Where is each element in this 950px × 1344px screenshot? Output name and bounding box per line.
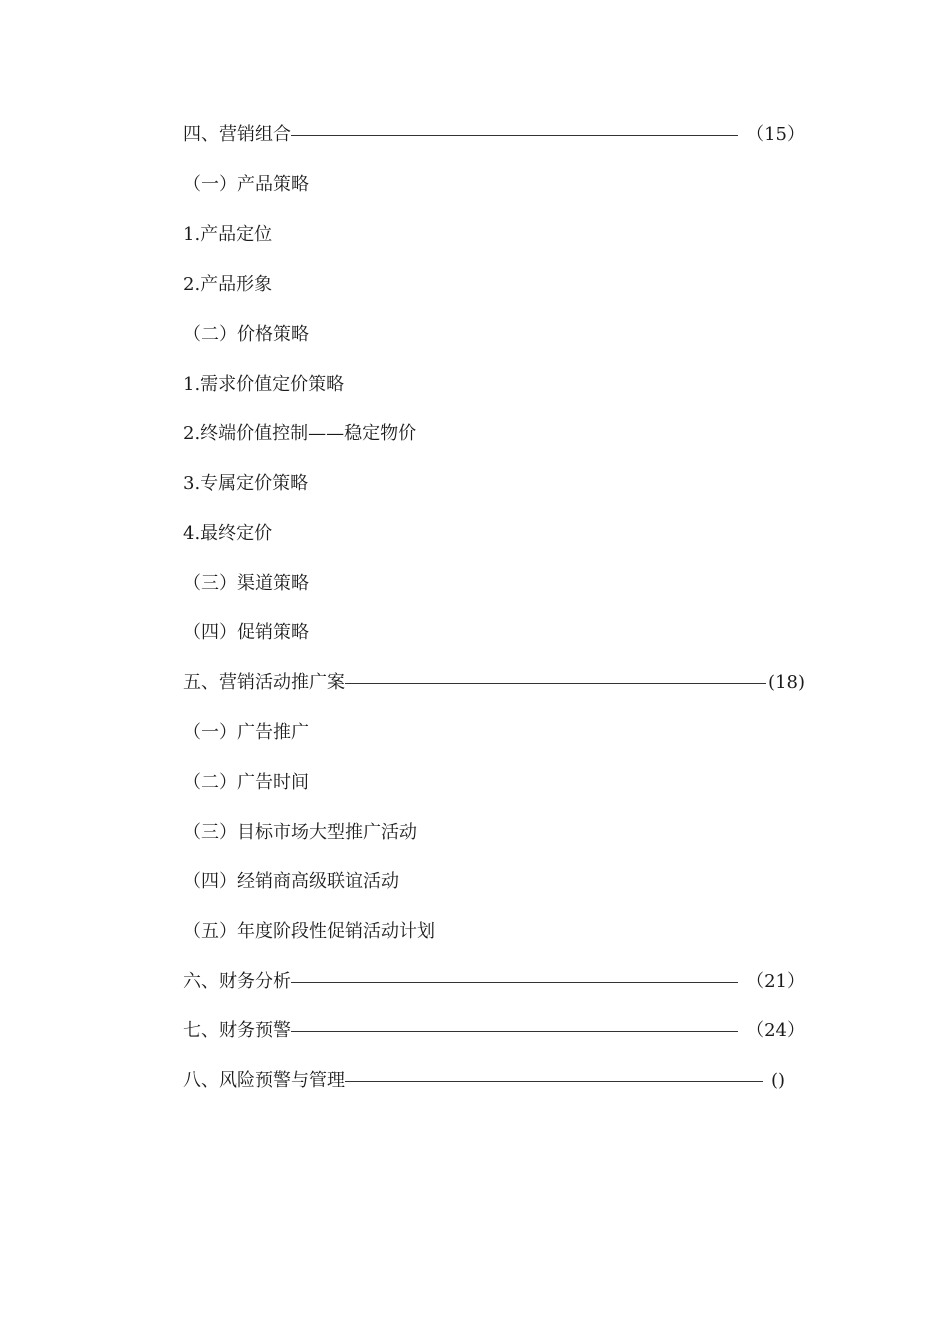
toc-page-number: （21）: [746, 971, 805, 992]
toc-entry: [183, 867, 399, 897]
toc-entry-label: （二）价格策略: [183, 324, 309, 345]
toc-leader-line: [345, 1081, 763, 1082]
toc-leader-line: [291, 982, 738, 983]
toc-heading-financial-analysis: [183, 967, 805, 997]
toc-entry: [183, 370, 344, 400]
toc-heading-financial-warning: [183, 1016, 805, 1046]
toc-page-number: （24）: [746, 1020, 805, 1041]
toc-entry: [183, 618, 309, 648]
toc-heading-marketing-mix: [183, 120, 805, 150]
toc-entry-label: （四）经销商高级联谊活动: [183, 871, 399, 892]
toc-entry-label: 3.专属定价策略: [183, 473, 309, 494]
toc-entry-label: 4.最终定价: [183, 523, 273, 544]
toc-entry-label: 五、营销活动推广案: [183, 672, 345, 693]
toc-entry-label: 1.需求价值定价策略: [183, 374, 345, 395]
toc-entry: [183, 569, 309, 599]
toc-entry: [183, 469, 308, 499]
toc-entry-label: （三）渠道策略: [183, 573, 309, 594]
toc-entry-label: 2.终端价值控制——稳定物价: [183, 423, 417, 444]
toc-page-number: (18): [768, 672, 805, 693]
toc-entry: [183, 917, 435, 947]
toc-entry: [183, 320, 309, 350]
toc-entry-label: 1.产品定位: [183, 224, 273, 245]
toc-entry-label: （四）促销策略: [183, 622, 309, 643]
toc-entry-label: （一）产品策略: [183, 174, 309, 195]
toc-leader-line: [291, 135, 738, 136]
toc-entry-label: （一）广告推广: [183, 722, 309, 743]
toc-entry-label: 八、风险预警与管理: [183, 1070, 345, 1091]
toc-entry-label: 四、营销组合: [183, 124, 291, 145]
toc-entry: [183, 768, 309, 798]
toc-page-number: （15）: [746, 124, 805, 145]
toc-entry: [183, 419, 416, 449]
toc-entry: [183, 170, 309, 200]
toc-entry: [183, 270, 272, 300]
toc-heading-risk-management: [183, 1066, 785, 1096]
toc-page-number: (): [770, 1070, 785, 1091]
toc-entry: [183, 220, 272, 250]
toc-leader-line: [345, 683, 766, 684]
toc-entry-label: （二）广告时间: [183, 772, 309, 793]
toc-entry: [183, 818, 417, 848]
toc-leader-line: [291, 1031, 738, 1032]
toc-heading-promotion-plan: [183, 668, 805, 698]
toc-entry: [183, 718, 309, 748]
toc-entry-label: （五）年度阶段性促销活动计划: [183, 921, 435, 942]
toc-entry-label: 2.产品形象: [183, 274, 273, 295]
toc-entry-label: 六、财务分析: [183, 971, 291, 992]
toc-entry-label: （三）目标市场大型推广活动: [183, 822, 417, 843]
toc-entry-label: 七、财务预警: [183, 1020, 291, 1041]
toc-entry: [183, 519, 272, 549]
